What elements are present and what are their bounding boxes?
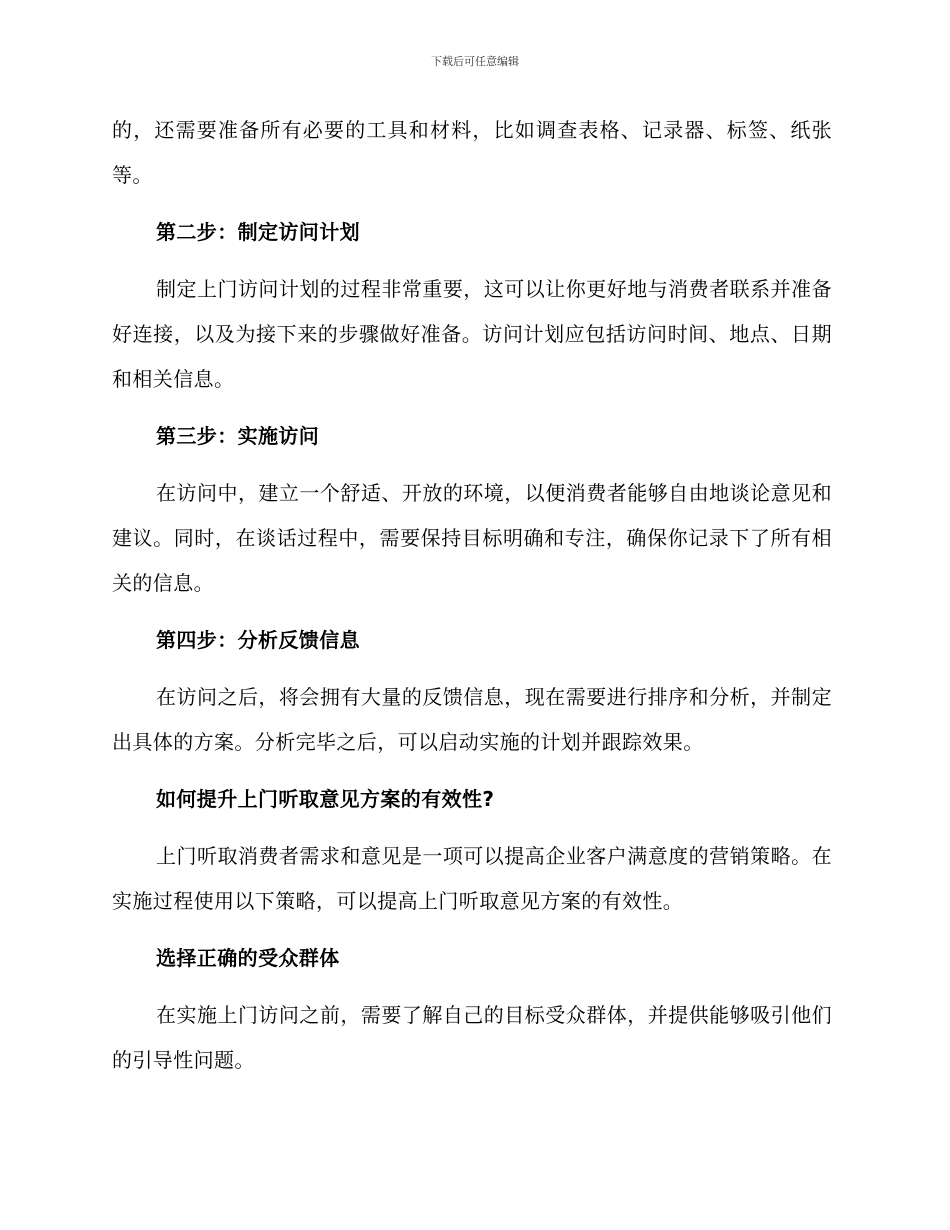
heading-step-two: 第二步：制定访问计划 [156,220,360,244]
heading-effectiveness: 如何提升上门听取意见方案的有效性? [156,787,495,811]
paragraph-step-four: 在访问之后，将会拥有大量的反馈信息，现在需要进行排序和分析，并制定出具体的方案。分析完毕之后，可以启动实施的计划并跟踪效果。 [112,685,832,754]
paragraph-step-two: 制定上门访问计划的过程非常重要，这可以让你更好地与消费者联系并准备好连接，以及为接下来的步骤做好准备。访问计划应包括访问时间、地点、日期和相关信息。 [112,277,832,391]
paragraph-effectiveness: 上门听取消费者需求和意见是一项可以提高企业客户满意度的营销策略。在实施过程使用以下策略，可以提高上门听取意见方案的有效性。 [112,844,832,913]
header-note: 下载后可任意编辑 [431,55,519,68]
document-body [112,108,832,1095]
paragraph-step-three: 在访问中，建立一个舒适、开放的环境，以便消费者能够自由地谈论意见和建议。同时，在谈话过程中，需要保持目标明确和专注，确保你记录下了所有相关的信息。 [112,481,832,595]
heading-step-four: 第四步：分析反馈信息 [156,628,360,652]
heading-step-three: 第三步：实施访问 [156,424,320,448]
paragraph-audience: 在实施上门访问之前，需要了解自己的目标受众群体，并提供能够吸引他们的引导性问题。 [112,1003,832,1072]
paragraph-continuation: 的，还需要准备所有必要的工具和材料，比如调查表格、记录器、标签、纸张等。 [112,118,832,187]
heading-audience: 选择正确的受众群体 [156,946,340,970]
